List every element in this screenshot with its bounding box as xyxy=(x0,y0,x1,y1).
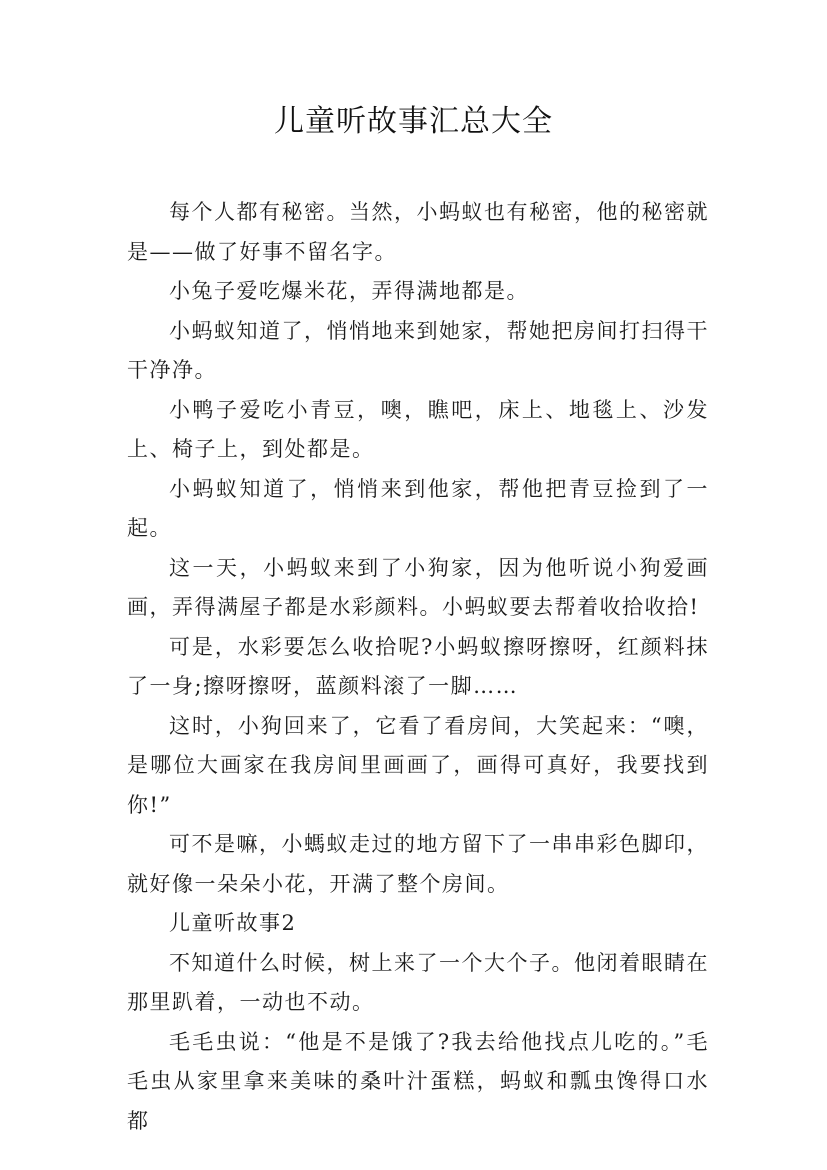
document-title: 儿童听故事汇总大全 xyxy=(274,104,553,139)
paragraph: 可是，水彩要怎么收拾呢?小蚂蚁擦呀擦呀，红颜料抹了一身;擦呀擦呀，蓝颜料滚了一脚…… xyxy=(127,634,709,698)
paragraph: 小兔子爱吃爆米花，弄得满地都是。 xyxy=(169,279,529,303)
paragraph: 小蚂蚁知道了，悄悄来到他家，帮他把青豆捡到了一起。 xyxy=(127,476,709,540)
paragraph: 毛毛虫说：“他是不是饿了?我去给他找点儿吃的。”毛毛虫从家里拿来美味的桑叶汁蛋糕，蚂蚁和瓢虫馋得口水都 xyxy=(127,1029,709,1133)
paragraph: 可不是嘛，小螞蚁走过的地方留下了一串串彩色脚印，就好像一朵朵小花，开满了整个房间。 xyxy=(127,832,709,896)
paragraph: 小蚂蚁知道了，悄悄地来到她家，帮她把房间打扫得干干净净。 xyxy=(127,318,709,382)
document-body xyxy=(127,193,709,1141)
paragraph: 每个人都有秘密。当然，小蚂蚁也有秘密，他的秘密就是——做了好事不留名字。 xyxy=(127,200,709,264)
paragraph: 这时，小狗回来了，它看了看房间，大笑起来：“噢，是哪位大画家在我房间里画画了，画得可真好，我要找到你!” xyxy=(127,713,709,817)
paragraph: 小鸭子爱吃小青豆，噢，瞧吧，床上、地毯上、沙发上、椅子上，到处都是。 xyxy=(127,397,709,461)
paragraph: 这一天，小蚂蚁来到了小狗家，因为他听说小狗爱画画，弄得满屋子都是水彩颜料。小蚂蚁要去帮着收拾收拾! xyxy=(127,555,709,619)
paragraph: 不知道什么时候，树上来了一个大个子。他闭着眼睛在那里趴着，一动也不动。 xyxy=(127,950,709,1014)
section-heading: 儿童听故事2 xyxy=(169,911,297,935)
